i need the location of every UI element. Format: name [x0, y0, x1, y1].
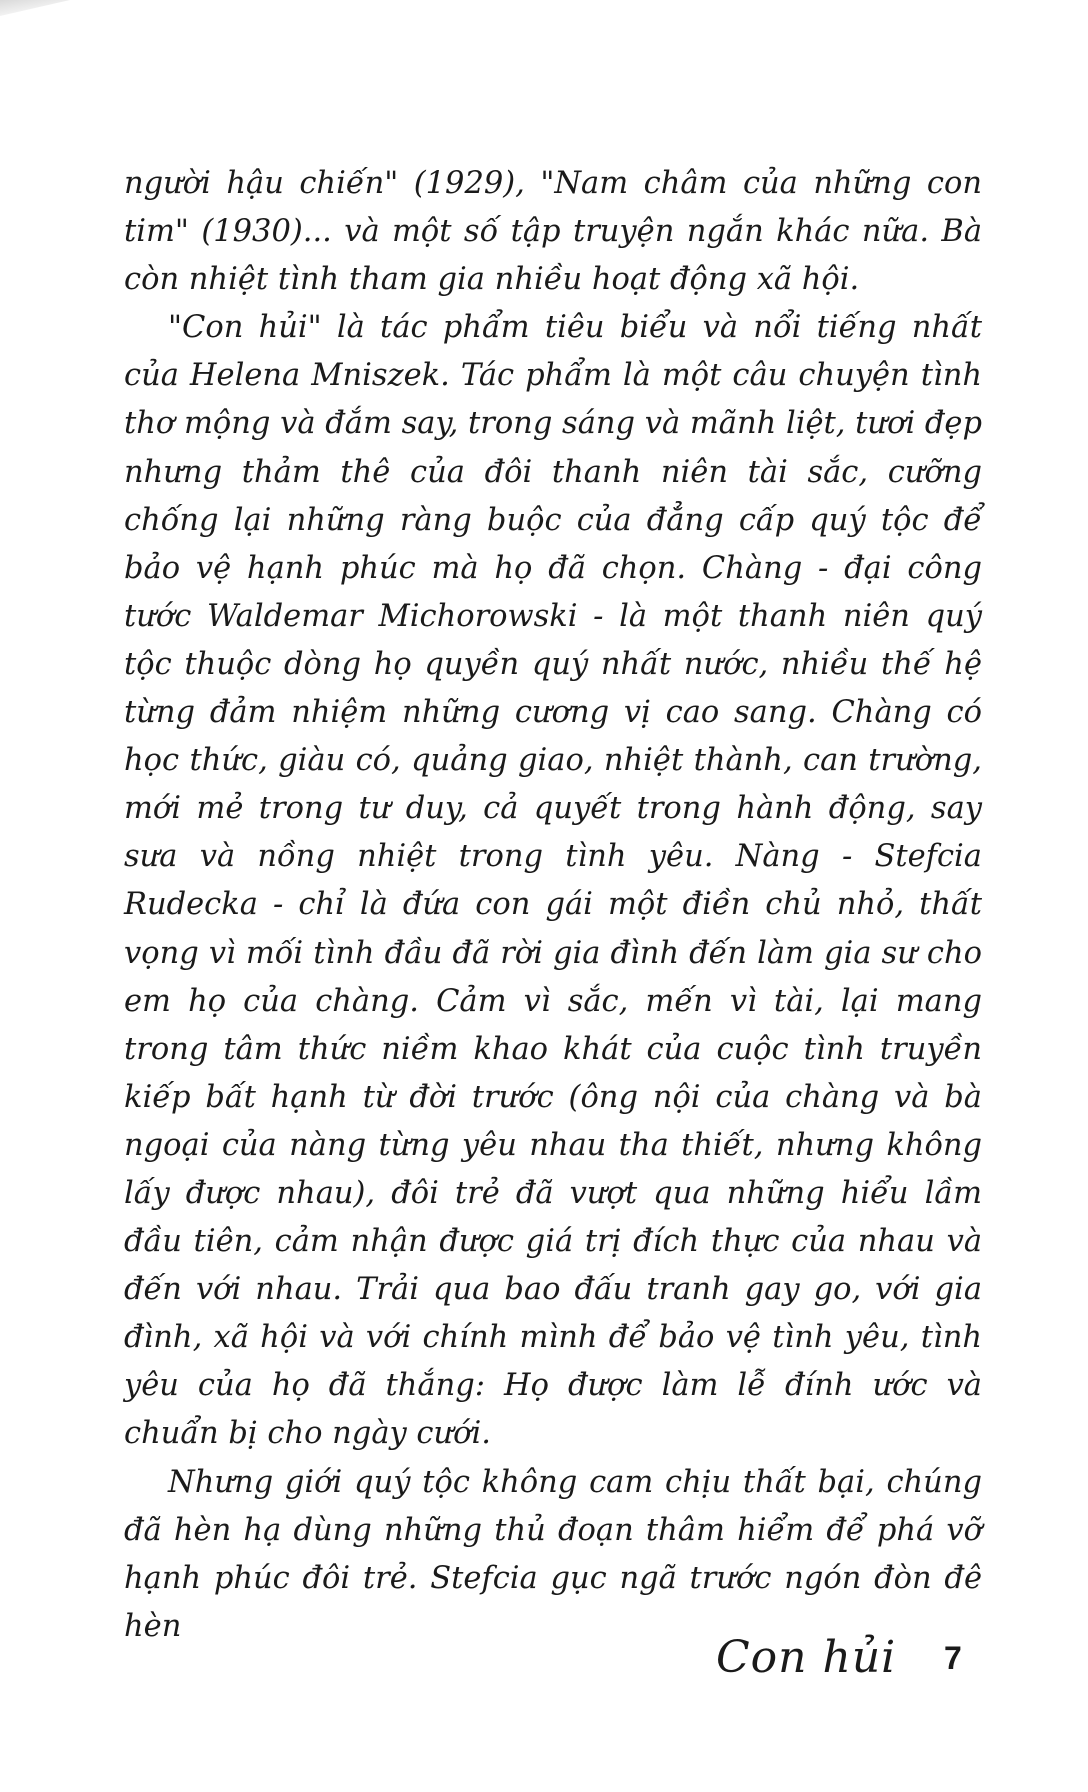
paragraph-continuation: người hậu chiến" (1929), "Nam châm của những con tim" (1930)... và một số tập truyện ngắn khác nữa. Bà còn nhiệt tình tham gia nhiều hoạt động xã hội.	[124, 166, 982, 298]
paragraph-nobility: Nhưng giới quý tộc không cam chịu thất bại, chúng đã hèn hạ dùng những thủ đoạn thâm hiểm để phá vỡ hạnh phúc đôi trẻ. Stefcia gục ngã trước ngón đòn đê hèn	[124, 1464, 982, 1644]
body-text	[124, 160, 982, 1651]
scan-corner-shadow	[0, 0, 70, 16]
page-number: 7	[944, 1640, 962, 1676]
paragraph-con-hui-summary: "Con hủi" là tác phẩm tiêu biểu và nổi tiếng nhất của Helena Mniszek. Tác phẩm là một câu chuyện tình thơ mộng và đắm say, trong sáng và mãnh liệt, tươi đẹp nhưng thảm thê của đôi thanh niên tài sắc, cưỡng chống lại những ràng buộc của đẳng cấp quý tộc để bảo vệ hạnh phúc mà họ đã chọn. Chàng - đại công tước Waldemar Michorowski - là một thanh niên quý tộc thuộc dòng họ quyền quý nhất nước, nhiều thế hệ từng đảm nhiệm những cương vị cao sang. Chàng có học thức, giàu có, quảng giao, nhiệt thành, can trường, mới mẻ trong tư duy, cả quyết trong hành động, say sưa và nồng nhiệt trong tình yêu. Nàng - Stefcia Rudecka - chỉ là đứa con gái một điền chủ nhỏ, thất vọng vì mối tình đầu đã rời gia đình đến làm gia sư cho em họ của chàng. Cảm vì sắc, mến vì tài, lại mang trong tâm thức niềm khao khát của cuộc tình truyền kiếp bất hạnh từ đời trước (ông nội của chàng và bà ngoại của nàng từng yêu nhau tha thiết, nhưng không lấy được nhau), đôi trẻ đã vượt qua những hiểu lầm đầu tiên, cảm nhận được giá trị đích thực của nhau và đến với nhau. Trải qua bao đấu tranh gay go, với gia đình, xã hội và với chính mình để bảo vệ tình yêu, tình yêu của họ đã thắng: Họ được làm lễ đính ước và chuẩn bị cho ngày cưới.	[124, 310, 982, 1452]
page-footer	[0, 1630, 1088, 1690]
running-title: Con hủi	[716, 1632, 897, 1683]
